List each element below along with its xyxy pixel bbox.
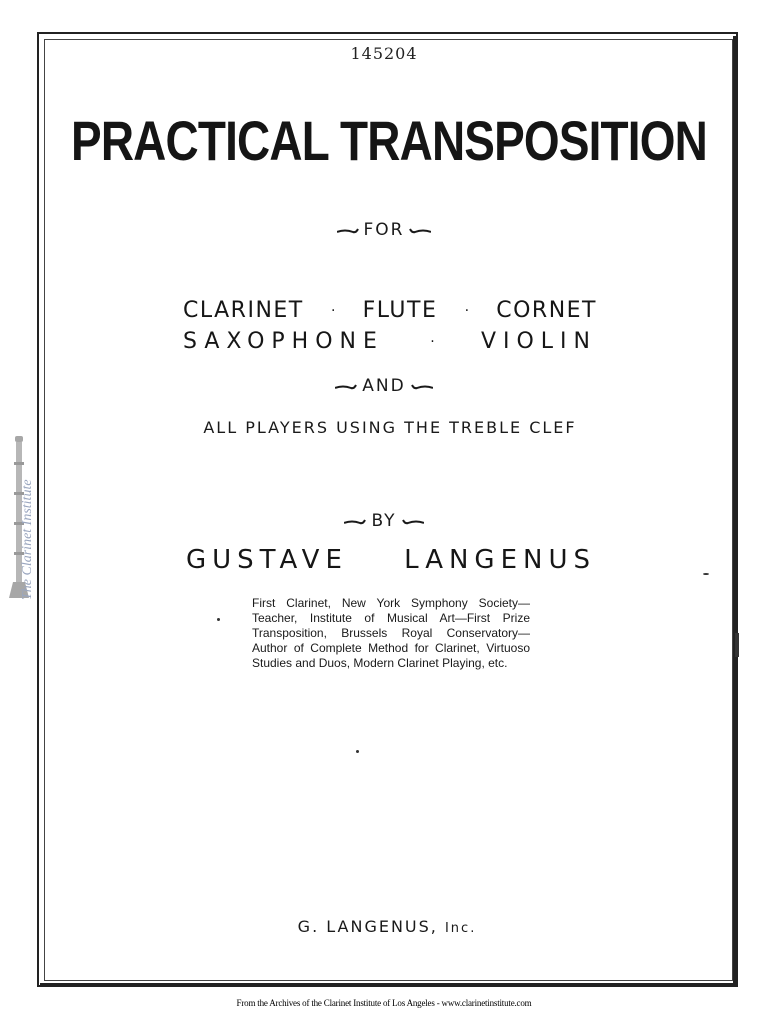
author-name xyxy=(186,545,596,575)
credential-line: First Clarinet, New York Symphony Society— xyxy=(252,596,530,610)
separator-dot: · xyxy=(464,302,470,319)
swash-right-icon xyxy=(402,517,424,525)
scan-speck xyxy=(703,573,709,575)
scan-speck xyxy=(356,750,359,753)
scan-speck xyxy=(735,633,739,657)
footer-credit: From the Archives of the Clarinet Institute of Los Angeles - www.clarinetinstitute.com xyxy=(236,998,532,1008)
instrument-list-row1 xyxy=(183,298,597,323)
swash-right-icon xyxy=(409,226,431,234)
scan-speck xyxy=(217,618,220,621)
instrument-cornet: CORNET xyxy=(496,298,597,323)
swash-left-icon xyxy=(337,226,359,234)
connector-for xyxy=(0,220,768,240)
credential-line: Transposition, Brussels Royal Conservatory— xyxy=(252,626,530,640)
instrument-violin: VIOLIN xyxy=(480,329,597,354)
publisher-name xyxy=(0,917,768,936)
separator-dot: · xyxy=(330,302,336,319)
page-title: PRACTICAL TRANSPOSITION xyxy=(71,109,707,172)
credential-line: Author of Complete Method for Clarinet, Virtuoso xyxy=(252,641,530,655)
catalog-number: 145204 xyxy=(350,44,418,63)
instrument-clarinet: CLARINET xyxy=(183,298,304,323)
author-last-name: LANGENUS xyxy=(404,545,596,575)
author-credentials xyxy=(252,596,530,671)
connector-by-text: BY xyxy=(371,511,397,531)
credential-line: Teacher, Institute of Musical Art—First Prize xyxy=(252,611,530,625)
swash-left-icon xyxy=(335,382,357,390)
connector-and-text: AND xyxy=(362,376,406,396)
connector-for-text: FOR xyxy=(363,220,405,240)
separator-dot: · xyxy=(430,333,435,350)
page-border-inner xyxy=(44,39,733,981)
page-border-shadow-bottom xyxy=(40,983,737,986)
audience-line: ALL PLAYERS USING THE TREBLE CLEF xyxy=(203,418,577,437)
publisher-suffix: Inc. xyxy=(444,921,477,936)
publisher-main: G. LANGENUS, xyxy=(297,917,438,936)
instrument-list-row2 xyxy=(183,329,597,354)
instrument-saxophone: SAXOPHONE xyxy=(183,329,384,354)
connector-by xyxy=(0,511,768,531)
swash-right-icon xyxy=(411,382,433,390)
credential-line: Studies and Duos, Modern Clarinet Playing, etc. xyxy=(252,656,508,670)
connector-and xyxy=(0,376,768,396)
author-first-name: GUSTAVE xyxy=(186,545,348,575)
instrument-flute: FLUTE xyxy=(362,298,438,323)
swash-left-icon xyxy=(344,517,366,525)
watermark-text: The Clarinet Institute xyxy=(20,479,35,600)
